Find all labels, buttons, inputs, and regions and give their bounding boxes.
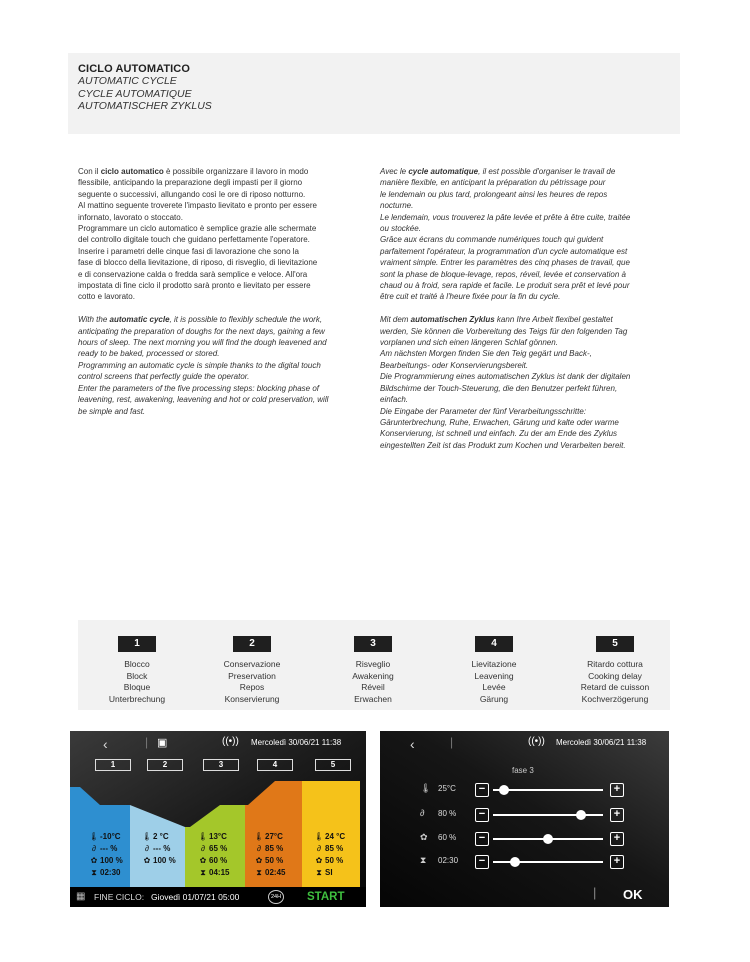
thermometer-icon: 🌡 [197, 832, 209, 841]
title-french: CYCLE AUTOMATIQUE [78, 87, 192, 100]
phase-2-values[interactable]: 🌡2 °C ∂ --- % ✿ 100 % [141, 832, 176, 865]
step-label-de: Unterbrechung [108, 693, 166, 704]
phase-tab-4[interactable]: 4 [257, 759, 293, 771]
text-column-right [380, 166, 676, 463]
step-label-en: Cooking delay [588, 670, 642, 681]
step-label-de: Erwachen [354, 693, 392, 704]
thermometer-icon: 🌡 [313, 832, 325, 841]
decrease-button[interactable]: − [475, 783, 489, 797]
phase-3-values[interactable]: 🌡13°C ∂ 65 % ✿ 60 % ⧗ 04:15 [197, 832, 230, 877]
header-band [68, 53, 680, 134]
hourglass-icon: ⧗ [200, 868, 206, 877]
increase-button[interactable]: + [610, 808, 624, 822]
fan-icon: ✿ [315, 856, 323, 865]
increase-button[interactable]: + [610, 855, 624, 869]
step-label-en: Block [126, 670, 148, 681]
step-label-en: Preservation [228, 670, 276, 681]
step-1 [78, 620, 196, 705]
humidity-slider[interactable]: ∂ 80 % − + [420, 808, 660, 822]
humidity-icon: ∂ [420, 808, 425, 818]
paragraph-german: Mit dem automatischen Zyklus kann Ihre Arbeit flexibel gestaltet werden, Sie können die Vorbereitung des Teigs für den folgenden Tag vorplanen und sich einen längeren Schlaf gönnen. Am nächsten Morgen finden Sie den Teig gegärt und Back-, Bearbeitungs- oder Konservierungsbereit. Die Programmierung eines automatischen Zyklus ist dank der digitalen Bildschirme der Touch-Steuerung, die den Benutzer perfekt führen, einfach. Die Eingabe der Parameter der fünf Verarbeitungsschritte: Gärunterbrechung, Ruhe, Erwachen, Gärung und kalte oder warme Konservierung, ist schnell und einfach. Zu der am Ende des Zyklus eingestellten Zeit ist das Produkt zum Kochen und Verarbeiten bereit. [380, 315, 631, 450]
paragraph-italian: Con il ciclo automatico è possibile organizzare il lavoro in modo flessibile, anticipando la preparazione degli impasti per il giorno seguente o successivi, allungando così le ore di riposo notturno. Al mattino seguente troverete l'impasto lievitato e pronto per essere infornato, lavorato o stoccato. Programmare un ciclo automatico è semplice grazie alle schermate del controllo digitale touch che guidano perfettamente l'operatore. Inserire i parametri delle cinque fasi di lavorazione che sono la fase di blocco della lievitazione, di riposo, di risveglio, di lievitazione e di conservazione calda o fredda sarà semplice e veloce. All'ora impostata di fine ciclo il prodotto sarà pronto e lievitato per essere cotto e lavorato. [78, 167, 318, 302]
step-label-it: Blocco [124, 659, 150, 669]
step-number: 4 [475, 636, 513, 652]
hourglass-icon: ⧗ [316, 868, 322, 877]
fan-icon: ✿ [420, 832, 428, 842]
step-label-it: Risveglio [355, 659, 391, 669]
fan-icon: ✿ [143, 856, 151, 865]
humidity-icon: ∂ [201, 844, 205, 853]
thermometer-icon: 🌡 [420, 783, 432, 793]
title-english: AUTOMATIC CYCLE [78, 75, 177, 87]
slider-knob[interactable] [510, 857, 520, 867]
step-3 [314, 620, 432, 705]
cycle-overview-screen [70, 731, 366, 907]
phase-editor-screen [380, 731, 669, 907]
humidity-icon: ∂ [317, 844, 321, 853]
fan-icon: ✿ [199, 856, 207, 865]
step-label-de: Kochverzögerung [581, 693, 649, 704]
temperature-slider[interactable]: 🌡 25°C − + [420, 783, 660, 797]
thermometer-icon: 🌡 [88, 832, 100, 841]
divider-icon: | [593, 885, 597, 900]
hourglass-icon: ⧗ [256, 868, 262, 877]
phase-5-values[interactable]: 🌡24 °C ∂ 85 % ✿ 50 % ⧗ SI [313, 832, 346, 877]
slider-knob[interactable] [576, 810, 586, 820]
step-4 [435, 620, 553, 705]
fan-slider[interactable]: ✿ 60 % − + [420, 832, 660, 846]
fan-icon: ✿ [255, 856, 263, 865]
slider-knob[interactable] [499, 785, 509, 795]
step-label-en: Leavening [474, 670, 514, 681]
decrease-button[interactable]: − [475, 808, 489, 822]
end-cycle-value[interactable]: Giovedì 01/07/21 05:00 [151, 892, 240, 902]
step-number: 2 [233, 636, 271, 652]
humidity-icon: ∂ [92, 844, 96, 853]
step-label-en: Awakening [352, 670, 394, 681]
humidity-icon: ∂ [257, 844, 261, 853]
step-number: 3 [354, 636, 392, 652]
step-label-fr: Réveil [361, 682, 385, 693]
phase-tab-3[interactable]: 3 [203, 759, 239, 771]
back-icon[interactable]: ‹ [410, 736, 415, 752]
step-label-fr: Levée [482, 682, 506, 693]
phase-tab-5[interactable]: 5 [315, 759, 351, 771]
ok-button[interactable]: OK [623, 887, 643, 902]
step-label-fr: Retard de cuisson [580, 682, 650, 693]
wifi-icon: ((•)) [528, 736, 545, 747]
title-italian: CICLO AUTOMATICO [78, 63, 190, 75]
phase-1-values[interactable]: 🌡-10°C ∂ --- % ✿ 100 % ⧗ 02:30 [88, 832, 123, 877]
step-label-de: Konservierung [224, 693, 280, 704]
datetime: Mercoledì 30/06/21 11:38 [251, 738, 342, 747]
hourglass-icon: ⧗ [420, 855, 427, 865]
datetime: Mercoledì 30/06/21 11:38 [556, 738, 647, 747]
increase-button[interactable]: + [610, 783, 624, 797]
phase-tab-1[interactable]: 1 [95, 759, 131, 771]
calendar-icon: ▦ [76, 891, 86, 902]
step-5 [556, 620, 674, 705]
text-column-left [78, 166, 373, 428]
humidity-icon: ∂ [145, 844, 149, 853]
step-2 [193, 620, 311, 705]
clock-24h-icon[interactable]: 24H [268, 890, 284, 904]
step-label-fr: Bloque [123, 682, 151, 693]
phase-label: fase 3 [512, 766, 534, 775]
paragraph-english: With the automatic cycle, it is possible to flexibly schedule the work, anticipating the preparation of doughs for the next days, gaining a few hours of sleep. The next morning you will find the dough leavened and ready to be baked, processed or stored. Programming an automatic cycle is simple thanks to the digital touch control screens that perfectly guide the operator. Enter the parameters of the five processing steps: blocking phase of leavening, rest, awakening, leavening and hot or cold preservation, will be simple and fast. [78, 315, 329, 416]
cycle-end-bar [70, 887, 366, 907]
paragraph-french: Avec le cycle automatique, il est possible d'organiser le travail de manière flexible, en anticipant la préparation du pétrissage pour le lendemain ou plus tard, prolongeant ainsi les heures de repos nocturne. Le lendemain, vous trouverez la pâte levée et prête à être cuite, traitée ou stockée. Grâce aux écrans du commande numériques touch qui guident parfaitement l'opérateur, la programmation d'un cycle automatique est vraiment simple. Entrer les paramètres des cinq phases de travail, que sont la phase de bloque-levage, repos, réveil, levée et conservation à chaud ou à froid, sera rapide et facile. Le produit sera prêt et levé pour être cuit et traité à l'heure fixée pour la fin du cycle. [380, 167, 631, 302]
decrease-button[interactable]: − [475, 855, 489, 869]
step-label-it: Lievitazione [471, 659, 517, 669]
step-label-it: Conservazione [223, 659, 281, 669]
step-label-it: Ritardo cottura [587, 659, 643, 669]
save-icon[interactable]: ▣ [157, 737, 168, 749]
screen-background [70, 731, 366, 907]
step-label-fr: Repos [239, 682, 265, 693]
slider-track [493, 814, 603, 816]
increase-button[interactable]: + [610, 832, 624, 846]
divider-icon: | [145, 735, 149, 749]
wifi-icon: ((•)) [222, 736, 239, 747]
fan-icon: ✿ [90, 856, 98, 865]
time-slider[interactable]: ⧗ 02:30 − + [420, 855, 660, 869]
phase-tab-2[interactable]: 2 [147, 759, 183, 771]
hourglass-icon: ⧗ [91, 868, 97, 877]
phase-4-values[interactable]: 🌡27°C ∂ 85 % ✿ 50 % ⧗ 02:45 [253, 832, 286, 877]
slider-track [493, 789, 603, 791]
title-german: AUTOMATISCHER ZYKLUS [78, 100, 212, 112]
steps-legend [78, 620, 670, 710]
decrease-button[interactable]: − [475, 832, 489, 846]
start-button[interactable]: START [307, 891, 345, 903]
slider-knob[interactable] [543, 834, 553, 844]
divider-icon: | [450, 735, 454, 749]
step-number: 1 [118, 636, 156, 652]
thermometer-icon: 🌡 [253, 832, 265, 841]
thermometer-icon: 🌡 [141, 832, 153, 841]
step-number: 5 [596, 636, 634, 652]
step-label-de: Gärung [479, 693, 509, 704]
back-icon[interactable]: ‹ [103, 736, 108, 752]
end-cycle-label: FINE CICLO: [94, 892, 145, 902]
